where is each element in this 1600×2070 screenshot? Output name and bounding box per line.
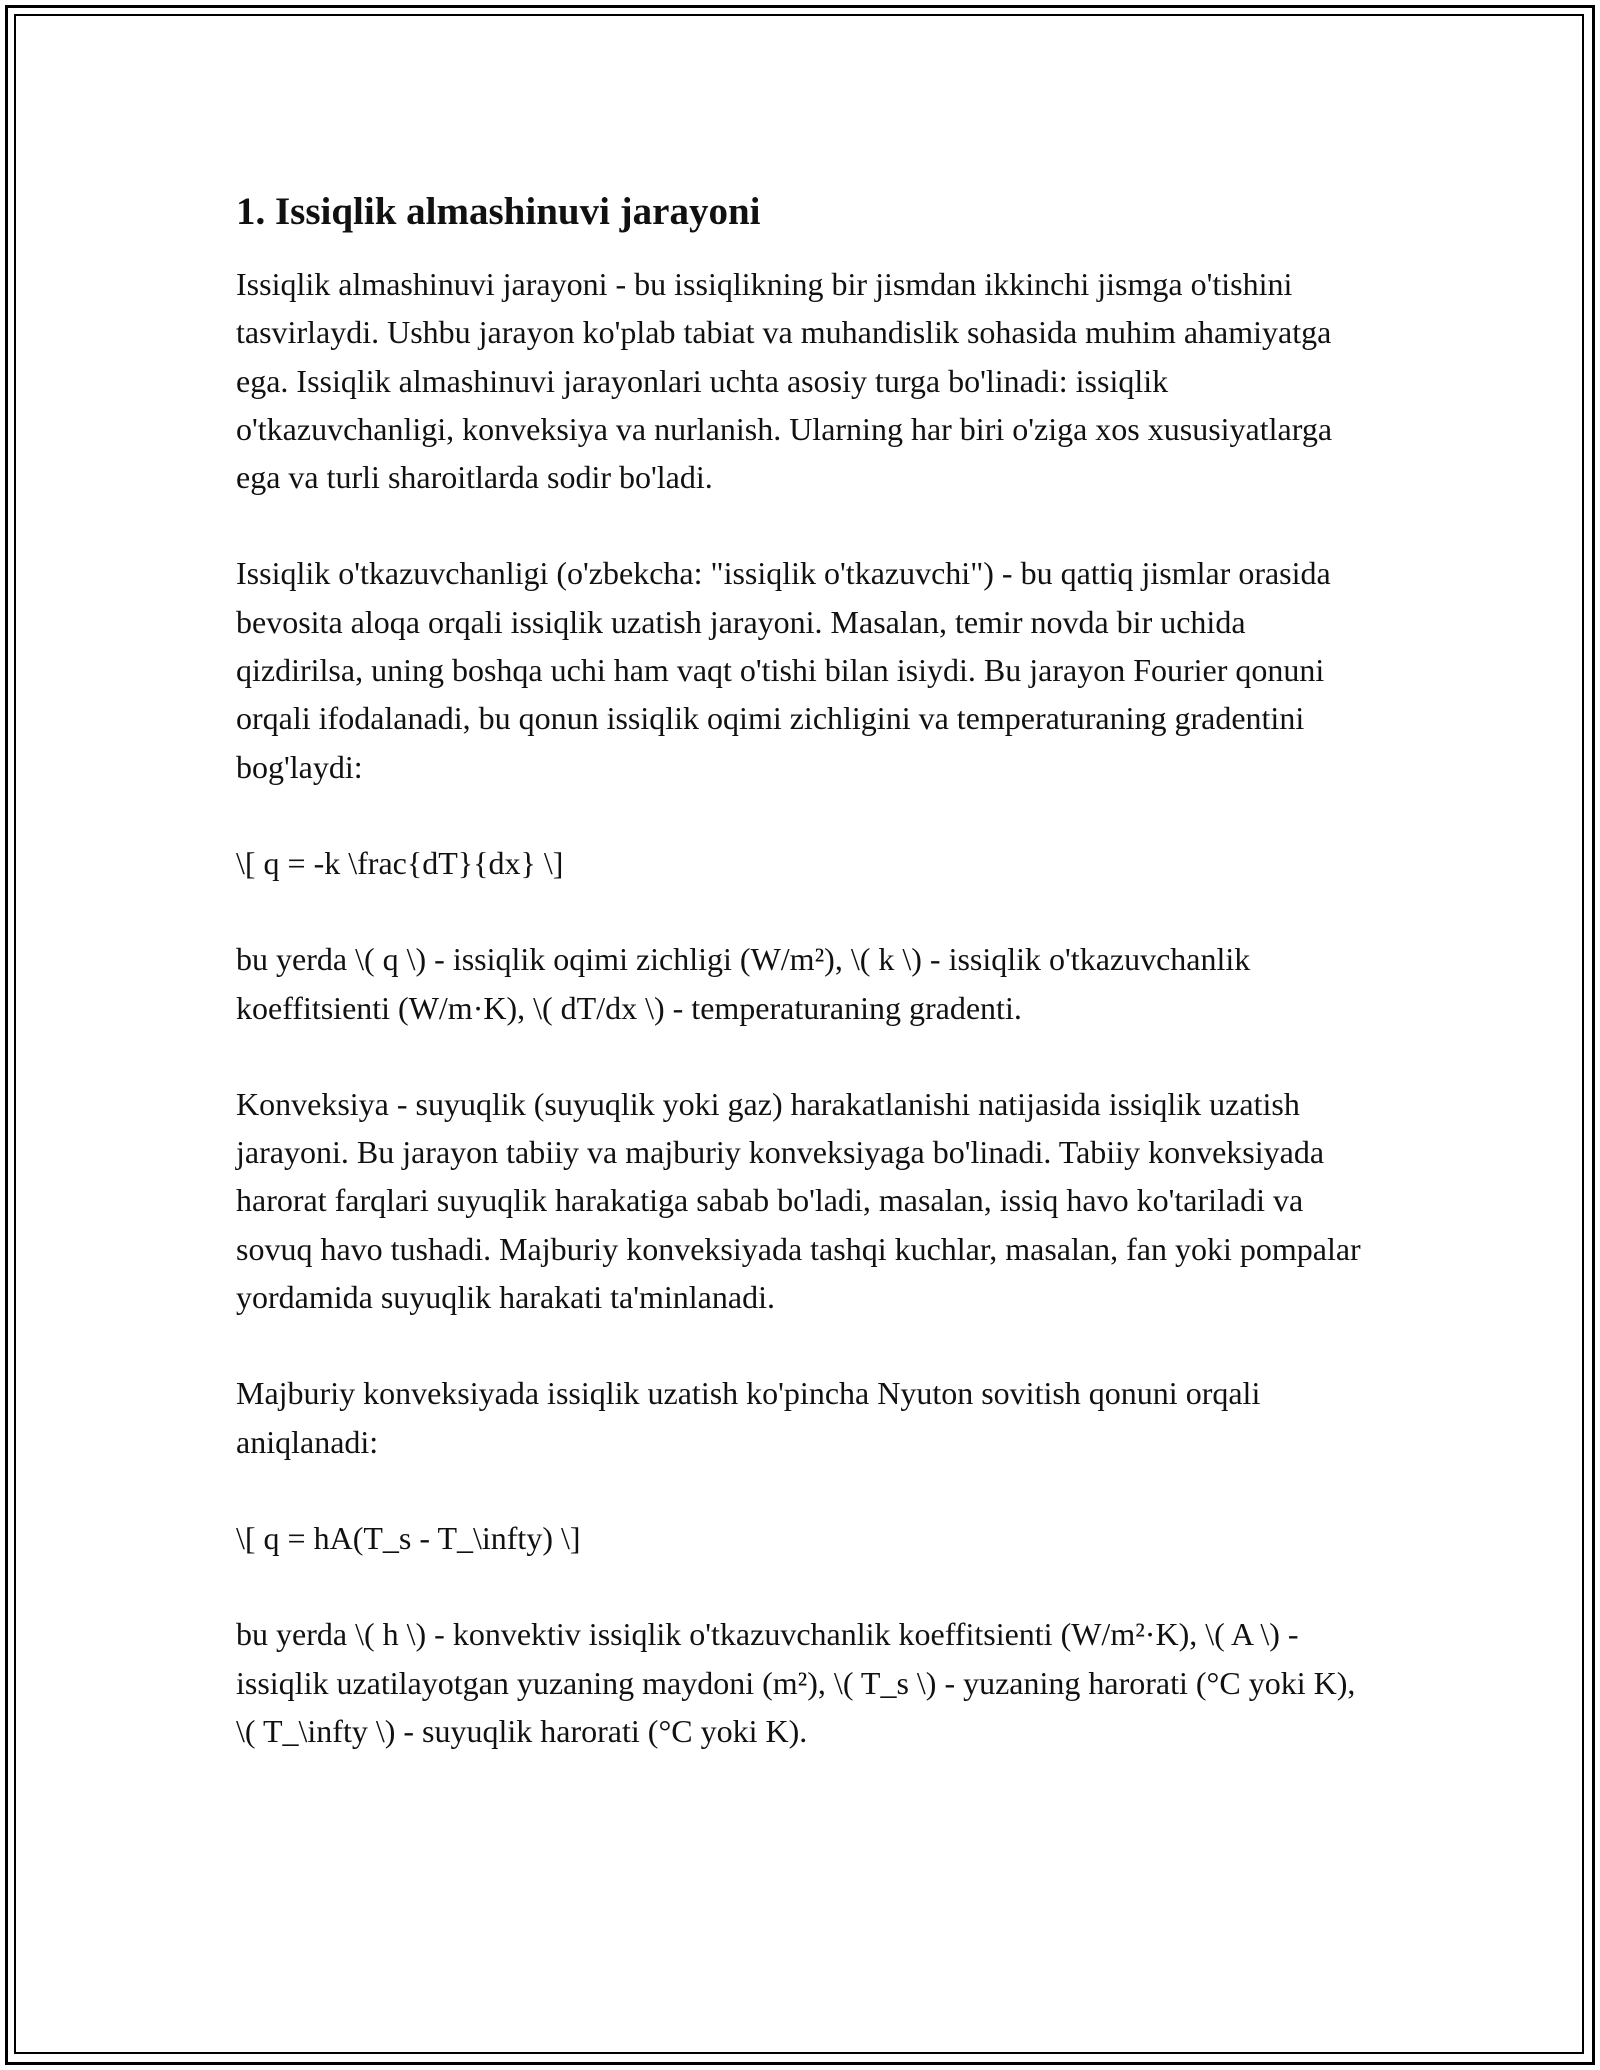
newton-cooling-intro-paragraph: Majburiy konveksiyada issiqlik uzatish ko'pincha Nyuton sovitish qonuni orqali aniqlanadi:	[236, 1375, 1261, 1460]
intro-paragraph: Issiqlik almashinuvi jarayoni - bu issiqlikning bir jismdan ikkinchi jismga o'tishini tasvirlaydi. Ushbu jarayon ko'plab tabiat va muhandislik sohasida muhim ahamiyatga ega. Issiqlik almashinuvi jarayonlari uchta asosiy turga bo'linadi: issiqlik o'tkazuvchanligi, konveksiya va nurlanish. Ularning har biri o'ziga xos xususiyatlarga ega va turli sharoitlarda sodir bo'ladi.	[236, 266, 1333, 496]
newton-cooling-formula: \[ q = hA(T_s - T_\infty) \]	[236, 1519, 581, 1556]
fourier-law-formula: \[ q = -k \frac{dT}{dx} \]	[236, 844, 564, 881]
convection-paragraph: Konveksiya - suyuqlik (suyuqlik yoki gaz) harakatlanishi natijasida issiqlik uzatish jarayoni. Bu jarayon tabiiy va majburiy konveksiyaga bo'linadi. Tabiiy konveksiyada harorat farqlari suyuqlik harakatiga sabab bo'ladi, masalan, issiq havo ko'tariladi va sovuq havo tushadi. Majburiy konveksiyada tashqi kuchlar, masalan, fan yoki pompalar yordamida suyuqlik harakati ta'minlanadi.	[236, 1085, 1361, 1316]
newton-variables-paragraph: bu yerda \( h \) - konvektiv issiqlik o'tkazuvchanlik koeffitsienti (W/m²·K), \( A \) - issiqlik uzatilayotgan yuzaning maydoni (m²), \( T_s \) - yuzaning harorati (°C yoki K), \( T_\infty \) - suyuqlik harorati (°C yoki K).	[236, 1616, 1356, 1749]
fourier-variables-paragraph: bu yerda \( q \) - issiqlik oqimi zichligi (W/m²), \( k \) - issiqlik o'tkazuvchanlik koeffitsienti (W/m·K), \( dT/dx \) - temperaturaning gradenti.	[236, 941, 1251, 1026]
section-heading: 1. Issiqlik almashinuvi jarayoni	[236, 190, 761, 233]
conduction-paragraph: Issiqlik o'tkazuvchanligi (o'zbekcha: "issiqlik o'tkazuvchi") - bu qattiq jismlar orasida bevosita aloqa orqali issiqlik uzatish jarayoni. Masalan, temir novda bir uchida qizdirilsa, uning boshqa uchi ham vaqt o'tishi bilan isiydi. Bu jarayon Fourier qonuni orqali ifodalanadi, bu qonun issiqlik oqimi zichligini va temperaturaning gradentini bog'laydi:	[236, 555, 1331, 785]
document-body	[236, 188, 1371, 1803]
